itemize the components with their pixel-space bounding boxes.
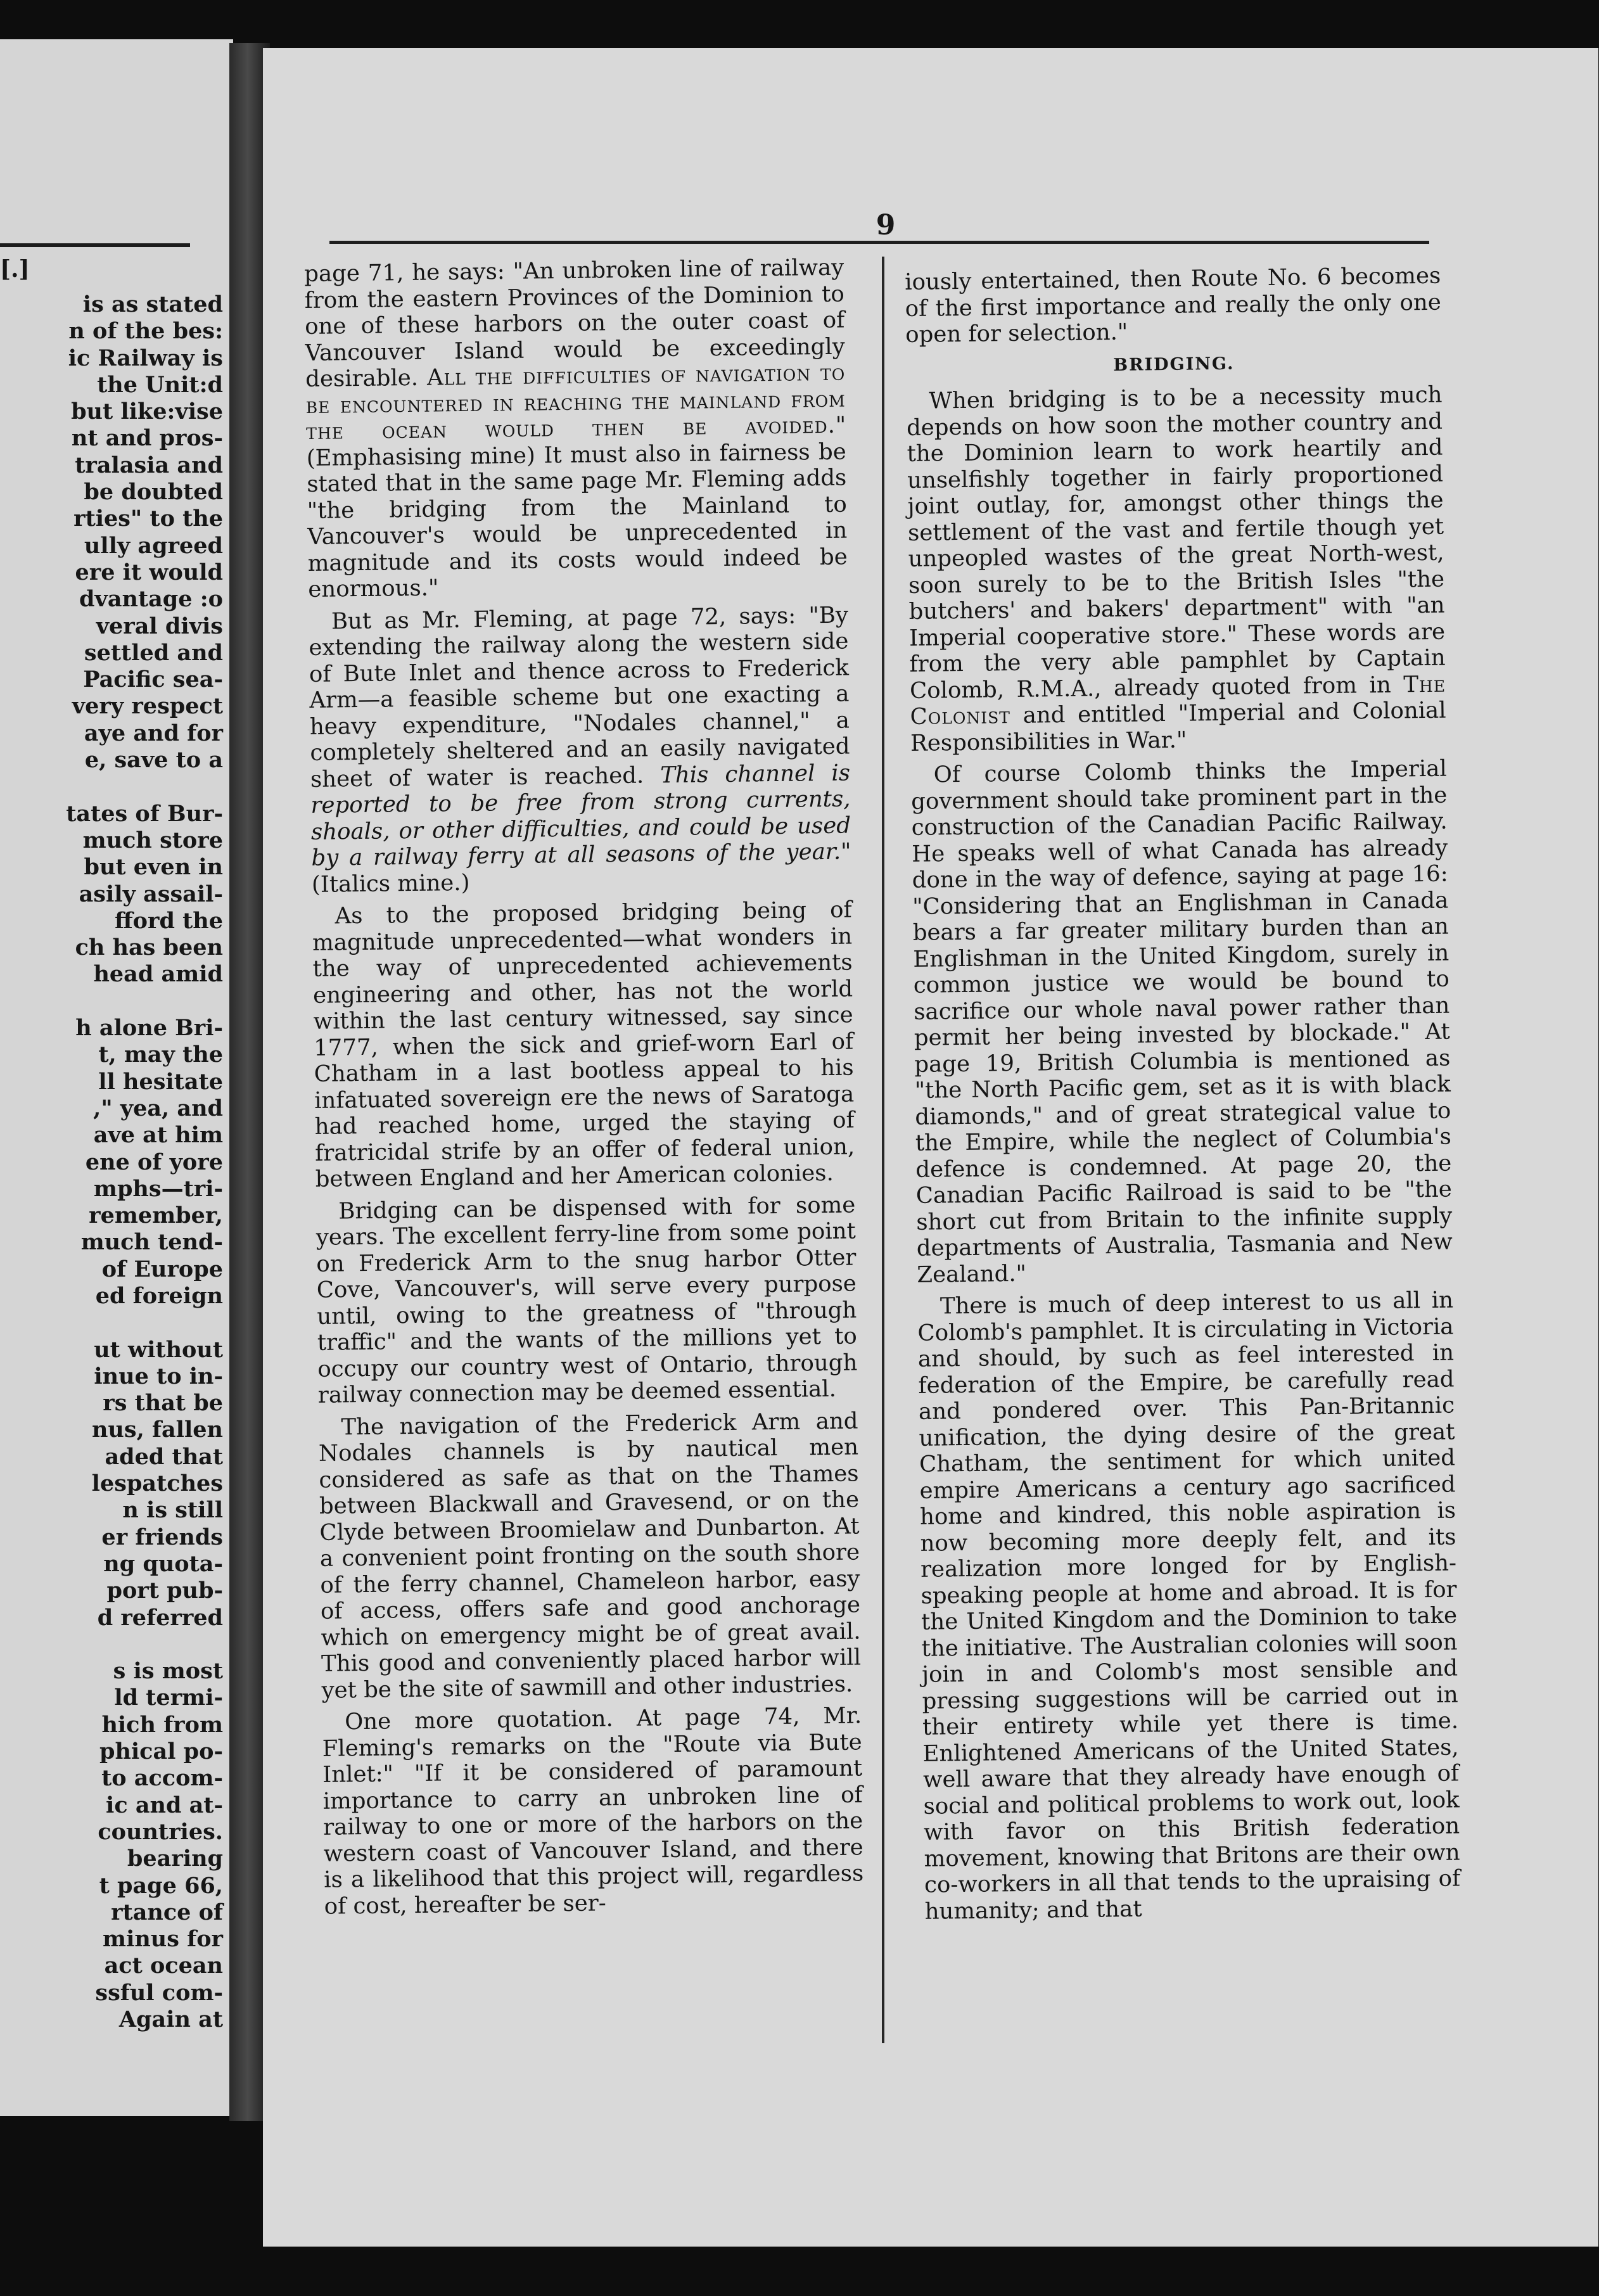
- emphasis-italic: This channel is reported to be free from strong currents, shoals, or other difficulties, and could be used by a railway ferry at all seasons of the year.: [310, 760, 851, 871]
- column-divider: [882, 257, 884, 2043]
- left-page-line: fford the: [114, 907, 223, 934]
- paragraph: iously entertained, then Route No. 6 becomes of the first importance and really the only one open for selection.": [905, 262, 1441, 348]
- left-page-line: nt and pros-: [71, 425, 223, 452]
- paragraph: [309, 602, 852, 898]
- left-page-line: is as stated: [82, 291, 223, 317]
- left-page-line: very respect: [72, 693, 223, 720]
- left-page-line: ng quota-: [103, 1550, 223, 1577]
- left-page-line: ll hesitate: [98, 1068, 223, 1095]
- left-page-line: to accom-: [101, 1765, 223, 1792]
- left-page-line: er friends: [101, 1524, 223, 1550]
- left-page-line: lespatches: [91, 1470, 223, 1497]
- paragraph-text: page 71, he says: "An unbroken line of railway from the eastern Provinces of the Dominion to one of these harbors on the outer coast of Vancouver Island would be exceedingly desirable.: [304, 254, 845, 392]
- paragraph: The navigation of the Frederick Arm and Nodales channels is by nautical men considered as safe as that on the Thames between Blackwall and Gravesend, or on the Clyde between Broomielaw and Dunbarton. At a convenient point fronting on the south shore of the ferry channel, Chameleon harbor, easy of access, offers safe and good anchorage which on emergency might be of great avail. This good and conveniently placed harbor will yet be the site of sawmill and other industries.: [318, 1407, 862, 1704]
- paragraph-text: and entitled "Imperial and Colonial Responsibilities in War.": [910, 697, 1446, 756]
- left-page-line: mphs—tri-: [93, 1175, 223, 1202]
- left-page-line: ed foreign: [95, 1282, 223, 1309]
- left-page-line: n of the bes:: [68, 318, 223, 345]
- left-page-line: Again at: [118, 2006, 223, 2032]
- left-page-line: of Europe: [101, 1256, 223, 1282]
- left-bracket: [.]: [0, 256, 30, 283]
- left-page-line: rs that be: [103, 1390, 223, 1417]
- paragraph: As to the proposed bridging being of magnitude unprecedented—what wonders in the way of unprecedented achievements engineering and other, has not the world within the last century witnessed, say since 1777, when the sick and grief-worn Earl of Chatham in a last bootless appeal to his infatuated sovereign ere the news of Saratoga had reached home, urged the staying of fratricidal strife by an offer of federal union, between England and her American colonies.: [312, 896, 855, 1192]
- left-page-rule: [0, 243, 190, 247]
- left-page-line: asily assail-: [79, 881, 223, 907]
- left-page-line: inue to in-: [94, 1363, 223, 1389]
- left-page-text: [0, 291, 223, 2033]
- left-page-line: head amid: [93, 961, 223, 988]
- left-page-line: aye and for: [84, 720, 223, 746]
- left-page-line: aded that: [105, 1443, 223, 1470]
- paragraph: There is much of deep interest to us all in Colomb's pamphlet. It is circulating in Victoria and should, by such as feel interested in federation of the Empire, be carefully read and pondered over. This Pan-Britannic unification, the dying desire of the great Chatham, the sentiment for which united empire Americans a century ago sacrificed home and kindred, this noble aspiration is now becoming more deeply felt, and its realization more longed for by English-speaking people at home and abroad. It is for the United Kingdom and the Dominion to take the initiative. The Australian colonies will soon join in and Colomb's most sensible and pressing suggestions will be carried out in their entirety while yet there is time. Enlightened Americans of the United States, well aware that they already have enough of social and political problems to work out, look with favor on this British federation movement, knowing that Britons are their own co-workers in all that tends to the upraising of humanity; and that: [917, 1287, 1461, 1925]
- paragraph: One more quotation. At page 74, Mr. Fleming's remarks on the "Route via Bute Inlet:" "If it be considered of paramount importance to carry an unbroken line of railway to one or more of the harbors on the western coast of Vancouver Island, and there is a likelihood that this project will, regardless of cost, hereafter be ser-: [322, 1702, 864, 1920]
- left-page-line: h alone Bri-: [75, 1015, 223, 1042]
- left-page-line: much tend-: [80, 1229, 223, 1256]
- left-page-line: Pacific sea-: [83, 666, 223, 693]
- left-page-line: [0, 1631, 223, 1658]
- left-page-fragment: [0, 39, 233, 2116]
- page-number: 9: [876, 209, 896, 241]
- emphasis-smallcaps: All the difficulties of navigation to be encountered in reaching the mainland from the ocean would then be avoided.: [305, 359, 846, 445]
- left-page-line: ic and at-: [106, 1792, 223, 1818]
- left-page-line: e, save to a: [84, 747, 223, 774]
- paragraph-text: But as Mr. Fleming, at page 72, says: "By extending the railway along the western side of Bute Inlet and thence across to Frederick Arm—a feasible scheme but one exacting a heavy expenditure, "Nodales channel," a completely sheltered and an easily navigated sheet of water is reached.: [309, 602, 850, 793]
- newspaper-name: The Colonist: [910, 671, 1446, 730]
- paragraph: Bridging can be dispensed with for some years. The excellent ferry-line from some point on Frederick Arm to the snug harbor Otter Cove, Vancouver's, will serve every purpose until, owing to the greatness of "through traffic" and the wants of the millions yet to occupy our country west of Ontario, through railway connection may be deemed essential.: [315, 1191, 858, 1408]
- left-page-line: rtance of: [111, 1899, 223, 1925]
- paragraph-text: " (Emphasising mine) It must also in fairness be stated that in the same page Mr. Fleming adds "the bridging from the Mainland to Vancouver's would be unprecedented in magnitude and its costs would indeed be enormous.": [306, 412, 848, 603]
- left-page-line: rties" to the: [73, 506, 223, 532]
- left-page-line: dvantage :o: [79, 586, 223, 613]
- left-page-line: bearing: [127, 1846, 223, 1872]
- left-page-line: remember,: [89, 1202, 223, 1229]
- left-page-line: ch has been: [75, 934, 223, 961]
- left-page-line: ave at him: [93, 1122, 223, 1149]
- left-page-line: ssful com-: [95, 1979, 223, 2006]
- left-page-line: port pub-: [106, 1578, 223, 1604]
- left-page-line: but like:vise: [71, 399, 223, 425]
- left-page-line: veral divis: [96, 613, 223, 639]
- paragraph-text: " (Italics mine.): [311, 838, 851, 898]
- left-page-line: ," yea, and: [93, 1095, 223, 1121]
- left-page-line: be doubted: [84, 479, 223, 506]
- paragraph: [304, 255, 848, 603]
- left-page-line: n is still: [122, 1497, 223, 1524]
- left-page-line: the Unit:d: [97, 371, 223, 398]
- left-page-line: ut without: [94, 1336, 223, 1363]
- left-page-line: nus, fallen: [91, 1417, 223, 1443]
- left-page-line: ic Railway is: [68, 345, 223, 371]
- paragraph: Of course Colomb thinks the Imperial government should take prominent part in the construction of the Canadian Pacific Railway. He speaks well of what Canada has already done in the way of defence, saying at page 16: "Considering that an Englishman in Canada bears a far greater military burden than an Englishman in the United Kingdom, surely in common justice we would be bound to sacrifice our whole naval power rather than permit her being invested by blockade." At page 19, British Columbia is mentioned as "the North Pacific gem, set as it is with black diamonds," and of great strategical value to the Empire, while the neglect of Columbia's defence is condemned. At page 20, the Canadian Pacific Railroad is said to be "the short cut from Britain to the infinite supply departments of Australia, Tasmania and New Zealand.": [911, 755, 1453, 1288]
- left-page-line: settled and: [84, 639, 223, 666]
- section-heading: BRIDGING.: [1113, 354, 1235, 375]
- left-page-line: countries.: [98, 1818, 223, 1845]
- left-page-line: ld termi-: [114, 1685, 223, 1711]
- paragraph-text: When bridging is to be a necessity much depends on how soon the mother country and the Dominion learn to work heartily and unselfishly together in fairly proportioned joint outlay, for, amongst other things the settlement of the vast and fertile though yet unpeopled wastes of the great North-west, soon surely to be to the British Isles "the butchers' and bakers' department" with "an Imperial cooperative store." These words are from the very able pamphlet by Captain Colomb, R.M.A., already quoted from in: [906, 381, 1446, 704]
- left-page-line: act ocean: [104, 1953, 223, 1979]
- left-page-line: ully agreed: [84, 532, 223, 559]
- left-page-line: tates of Bur-: [66, 800, 223, 827]
- left-page-line: hich from: [101, 1711, 223, 1738]
- left-page-line: d referred: [97, 1604, 223, 1631]
- left-page-line: [0, 1310, 223, 1336]
- left-page-line: phical po-: [99, 1738, 223, 1765]
- text-column-1: [304, 255, 864, 1925]
- left-page-line: [0, 988, 223, 1015]
- left-page-line: t page 66,: [99, 1872, 223, 1899]
- left-page-line: ene of yore: [85, 1149, 223, 1175]
- left-page-line: tralasia and: [75, 452, 223, 478]
- left-page-line: t, may the: [98, 1042, 223, 1068]
- left-page-line: minus for: [103, 1926, 223, 1953]
- paragraph: [906, 382, 1446, 756]
- text-column-2: [905, 263, 1461, 1930]
- left-page-line: much store: [82, 827, 223, 853]
- left-page-line: [0, 774, 223, 800]
- left-page-line: but even in: [84, 854, 223, 881]
- left-page-line: ere it would: [75, 559, 223, 585]
- left-page-line: s is most: [113, 1658, 223, 1685]
